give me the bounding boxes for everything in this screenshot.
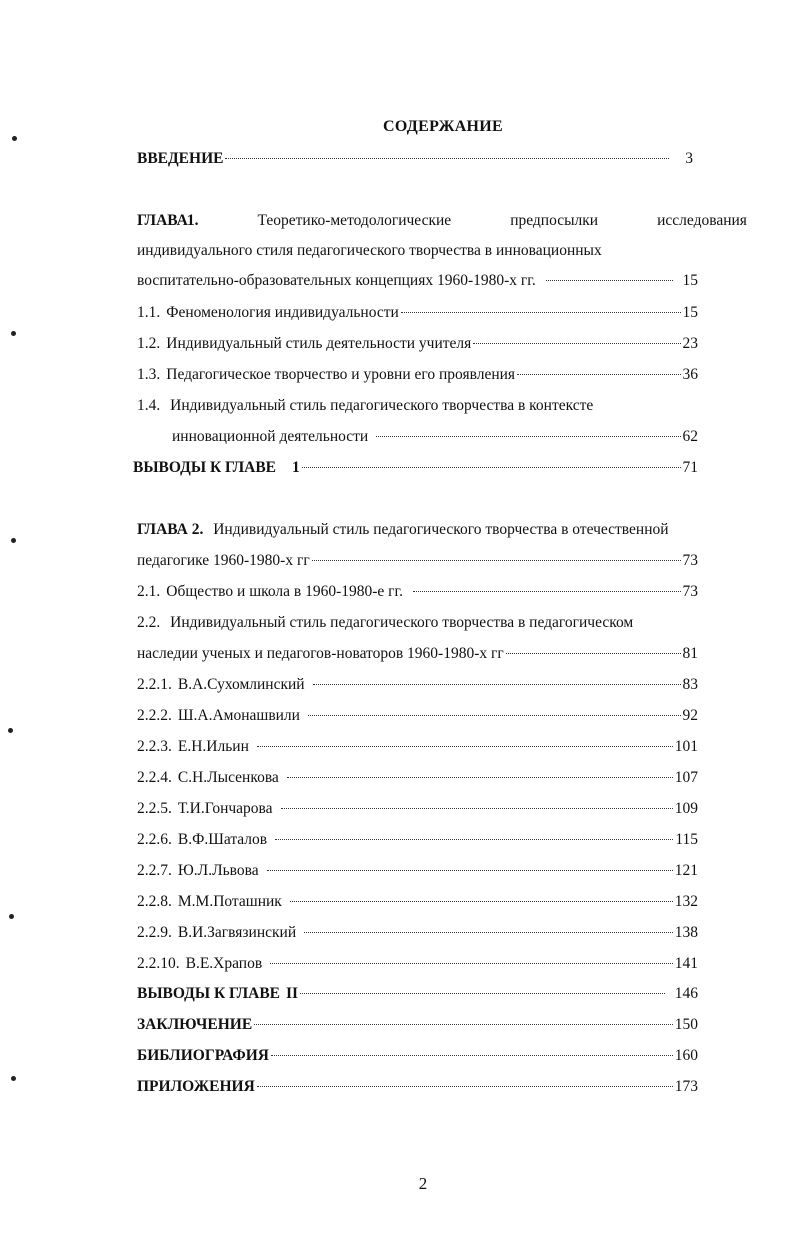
toc-label: БИБЛИОГРАФИЯ	[137, 1047, 269, 1064]
section-title-cont: инновационной деятельности	[172, 428, 369, 445]
toc-page: 92	[682, 707, 698, 724]
toc-page: 138	[674, 924, 698, 941]
dot-leader	[413, 591, 680, 592]
toc-entry-section	[137, 335, 698, 353]
subsection-number: 2.2.2.	[137, 707, 172, 724]
subsection-number: 2.2.7.	[137, 862, 172, 879]
chapter1-word: ГЛАВА	[137, 212, 188, 229]
toc-label: ВВЕДЕНИЕ	[137, 150, 224, 167]
toc-entry-section	[137, 397, 593, 415]
scan-speck	[9, 914, 14, 919]
toc-page: 81	[682, 645, 698, 662]
chapter-numeral: 1	[292, 459, 300, 476]
subsection-number: 2.2.1.	[137, 676, 172, 693]
toc-entry-subsection	[137, 831, 698, 849]
dot-leader	[287, 777, 673, 778]
subsection-number: 2.2.4.	[137, 769, 172, 786]
dot-leader	[312, 560, 681, 561]
section-title: Общество и школа в 1960-1980-е гг.	[166, 583, 404, 600]
toc-label: ВЫВОДЫ К ГЛАВЕ	[137, 985, 280, 1002]
toc-page: 141	[674, 955, 698, 972]
toc-entry-section-cont	[172, 428, 698, 446]
scan-speck	[8, 728, 13, 733]
dot-leader	[304, 932, 673, 933]
chapter1-word: предпосылки	[510, 212, 599, 229]
toc-page: 121	[674, 862, 698, 879]
subsection-number: 2.2.8.	[137, 893, 172, 910]
page-title: СОДЕРЖАНИЕ	[382, 118, 504, 135]
dot-leader	[270, 963, 673, 964]
toc-entry-section	[137, 304, 698, 322]
section-title: Индивидуальный стиль деятельности учителя	[166, 335, 472, 352]
toc-page: 146	[674, 985, 698, 1002]
chapter1-word: Теоретико-методологические	[257, 212, 452, 229]
toc-entry-subsection	[137, 800, 698, 818]
dot-leader	[401, 312, 681, 313]
toc-label: ЗАКЛЮЧЕНИЕ	[137, 1016, 253, 1033]
toc-page: 23	[682, 335, 698, 352]
toc-page: 107	[674, 769, 698, 786]
chapter1-word: 1.	[186, 212, 199, 229]
dot-leader	[473, 343, 680, 344]
subsection-title: Ю.Л.Львова	[177, 862, 259, 879]
toc-entry-conclusion	[137, 1016, 698, 1034]
subsection-title: В.А.Сухомлинский	[177, 676, 305, 693]
section-title-cont: наследии ученых и педагогов-новаторов 1960-1980-х гг	[137, 645, 504, 662]
toc-entry-conclusions-2	[137, 985, 698, 1003]
toc-page: 15	[682, 304, 698, 321]
dot-leader	[254, 1024, 673, 1025]
dot-leader	[257, 1086, 673, 1087]
dot-leader	[300, 993, 665, 994]
section-title: Педагогическое творчество и уровни его проявления	[166, 366, 516, 383]
dot-leader	[281, 808, 673, 809]
toc-page: 36	[682, 366, 698, 383]
toc-entry-intro	[137, 150, 693, 168]
toc-page: 73	[682, 583, 698, 600]
dot-leader	[271, 1055, 673, 1056]
toc-page: 132	[674, 893, 698, 910]
dot-leader	[506, 653, 681, 654]
toc-entry-subsection	[137, 893, 698, 911]
toc-page: 101	[674, 738, 698, 755]
subsection-title: В.Е.Храпов	[185, 955, 263, 972]
scan-speck	[11, 331, 16, 336]
section-number: 2.2.	[137, 614, 161, 631]
toc-page: 150	[674, 1016, 698, 1033]
subsection-title: Е.Н.Ильин	[177, 738, 249, 755]
section-title: Феноменология индивидуальности	[166, 304, 399, 321]
dot-leader	[517, 374, 680, 375]
dot-leader	[225, 158, 669, 159]
dot-leader	[308, 715, 681, 716]
dot-leader	[290, 901, 673, 902]
section-number: 1.1.	[137, 304, 161, 321]
dot-leader	[275, 839, 673, 840]
toc-entry-conclusions-1	[133, 459, 698, 477]
toc-entry-section	[137, 614, 633, 632]
scan-speck	[11, 538, 16, 543]
toc-page: 62	[682, 428, 698, 445]
toc-label: ПРИЛОЖЕНИЯ	[137, 1078, 255, 1095]
subsection-number: 2.2.6.	[137, 831, 172, 848]
toc-label: воспитательно-образовательных концепциях 1960-1980-х гг.	[137, 272, 536, 289]
subsection-title: М.М.Поташник	[177, 893, 282, 910]
section-number: 1.2.	[137, 335, 161, 352]
toc-page: 109	[674, 800, 698, 817]
page-number: 2	[418, 1174, 428, 1193]
dot-leader	[302, 467, 681, 468]
dot-leader	[313, 684, 681, 685]
toc-page: 160	[674, 1047, 698, 1064]
toc-entry-subsection	[137, 955, 698, 973]
subsection-title: С.Н.Лысенкова	[177, 769, 279, 786]
chapter1-title-line3	[137, 272, 698, 290]
toc-entry-subsection	[137, 862, 698, 880]
subsection-title: Т.И.Гончарова	[177, 800, 273, 817]
chapter2-title-line2	[137, 552, 698, 570]
toc-entry-section	[137, 583, 698, 601]
toc-label: педагогике 1960-1980-х гг	[137, 552, 310, 569]
scan-speck	[12, 136, 17, 141]
toc-entry-subsection	[137, 738, 698, 756]
toc-entry-bibliography	[137, 1047, 698, 1065]
toc-page: 115	[675, 831, 698, 848]
toc-page: 71	[682, 459, 698, 476]
section-title: Индивидуальный стиль педагогического творчества в педагогическом	[170, 614, 634, 631]
subsection-title: В.И.Загвязинский	[177, 924, 297, 941]
chapter1-word: исследования	[657, 212, 747, 229]
toc-entry-subsection	[137, 676, 698, 694]
chapter-label: ГЛАВА 2.	[137, 521, 204, 538]
toc-page: 3	[685, 150, 693, 167]
chapter-numeral: II	[286, 985, 299, 1002]
section-number: 2.1.	[137, 583, 161, 600]
toc-entry-subsection	[137, 707, 698, 725]
toc-entry-section	[137, 366, 698, 384]
toc-entry-subsection	[137, 924, 698, 942]
toc-page: 15	[682, 272, 698, 289]
chapter1-heading	[137, 212, 747, 230]
chapter-title: Индивидуальный стиль педагогического творчества в отечественной	[213, 521, 669, 538]
subsection-number: 2.2.5.	[137, 800, 172, 817]
toc-page: 83	[682, 676, 698, 693]
dot-leader	[257, 746, 673, 747]
subsection-number: 2.2.3.	[137, 738, 172, 755]
dot-leader	[546, 280, 673, 281]
toc-label: ВЫВОДЫ К ГЛАВЕ	[133, 459, 276, 476]
dot-leader	[267, 870, 673, 871]
subsection-number: 2.2.9.	[137, 924, 172, 941]
toc-page: 173	[674, 1078, 698, 1095]
section-number: 1.3.	[137, 366, 161, 383]
toc-entry-section-cont	[137, 645, 698, 663]
section-number: 1.4.	[137, 397, 161, 414]
chapter1-title-line2: индивидуального стиля педагогического творчества в инновационных	[137, 242, 602, 259]
chapter2-heading	[137, 521, 669, 539]
toc-page: 73	[682, 552, 698, 569]
toc-entry-subsection	[137, 769, 698, 787]
subsection-title: В.Ф.Шаталов	[177, 831, 268, 848]
scan-speck	[11, 1076, 16, 1081]
section-title: Индивидуальный стиль педагогического творчества в контексте	[170, 397, 594, 414]
dot-leader	[376, 436, 680, 437]
subsection-number: 2.2.10.	[137, 955, 180, 972]
subsection-title: Ш.А.Амонашвили	[177, 707, 300, 724]
toc-entry-appendices	[137, 1078, 698, 1096]
